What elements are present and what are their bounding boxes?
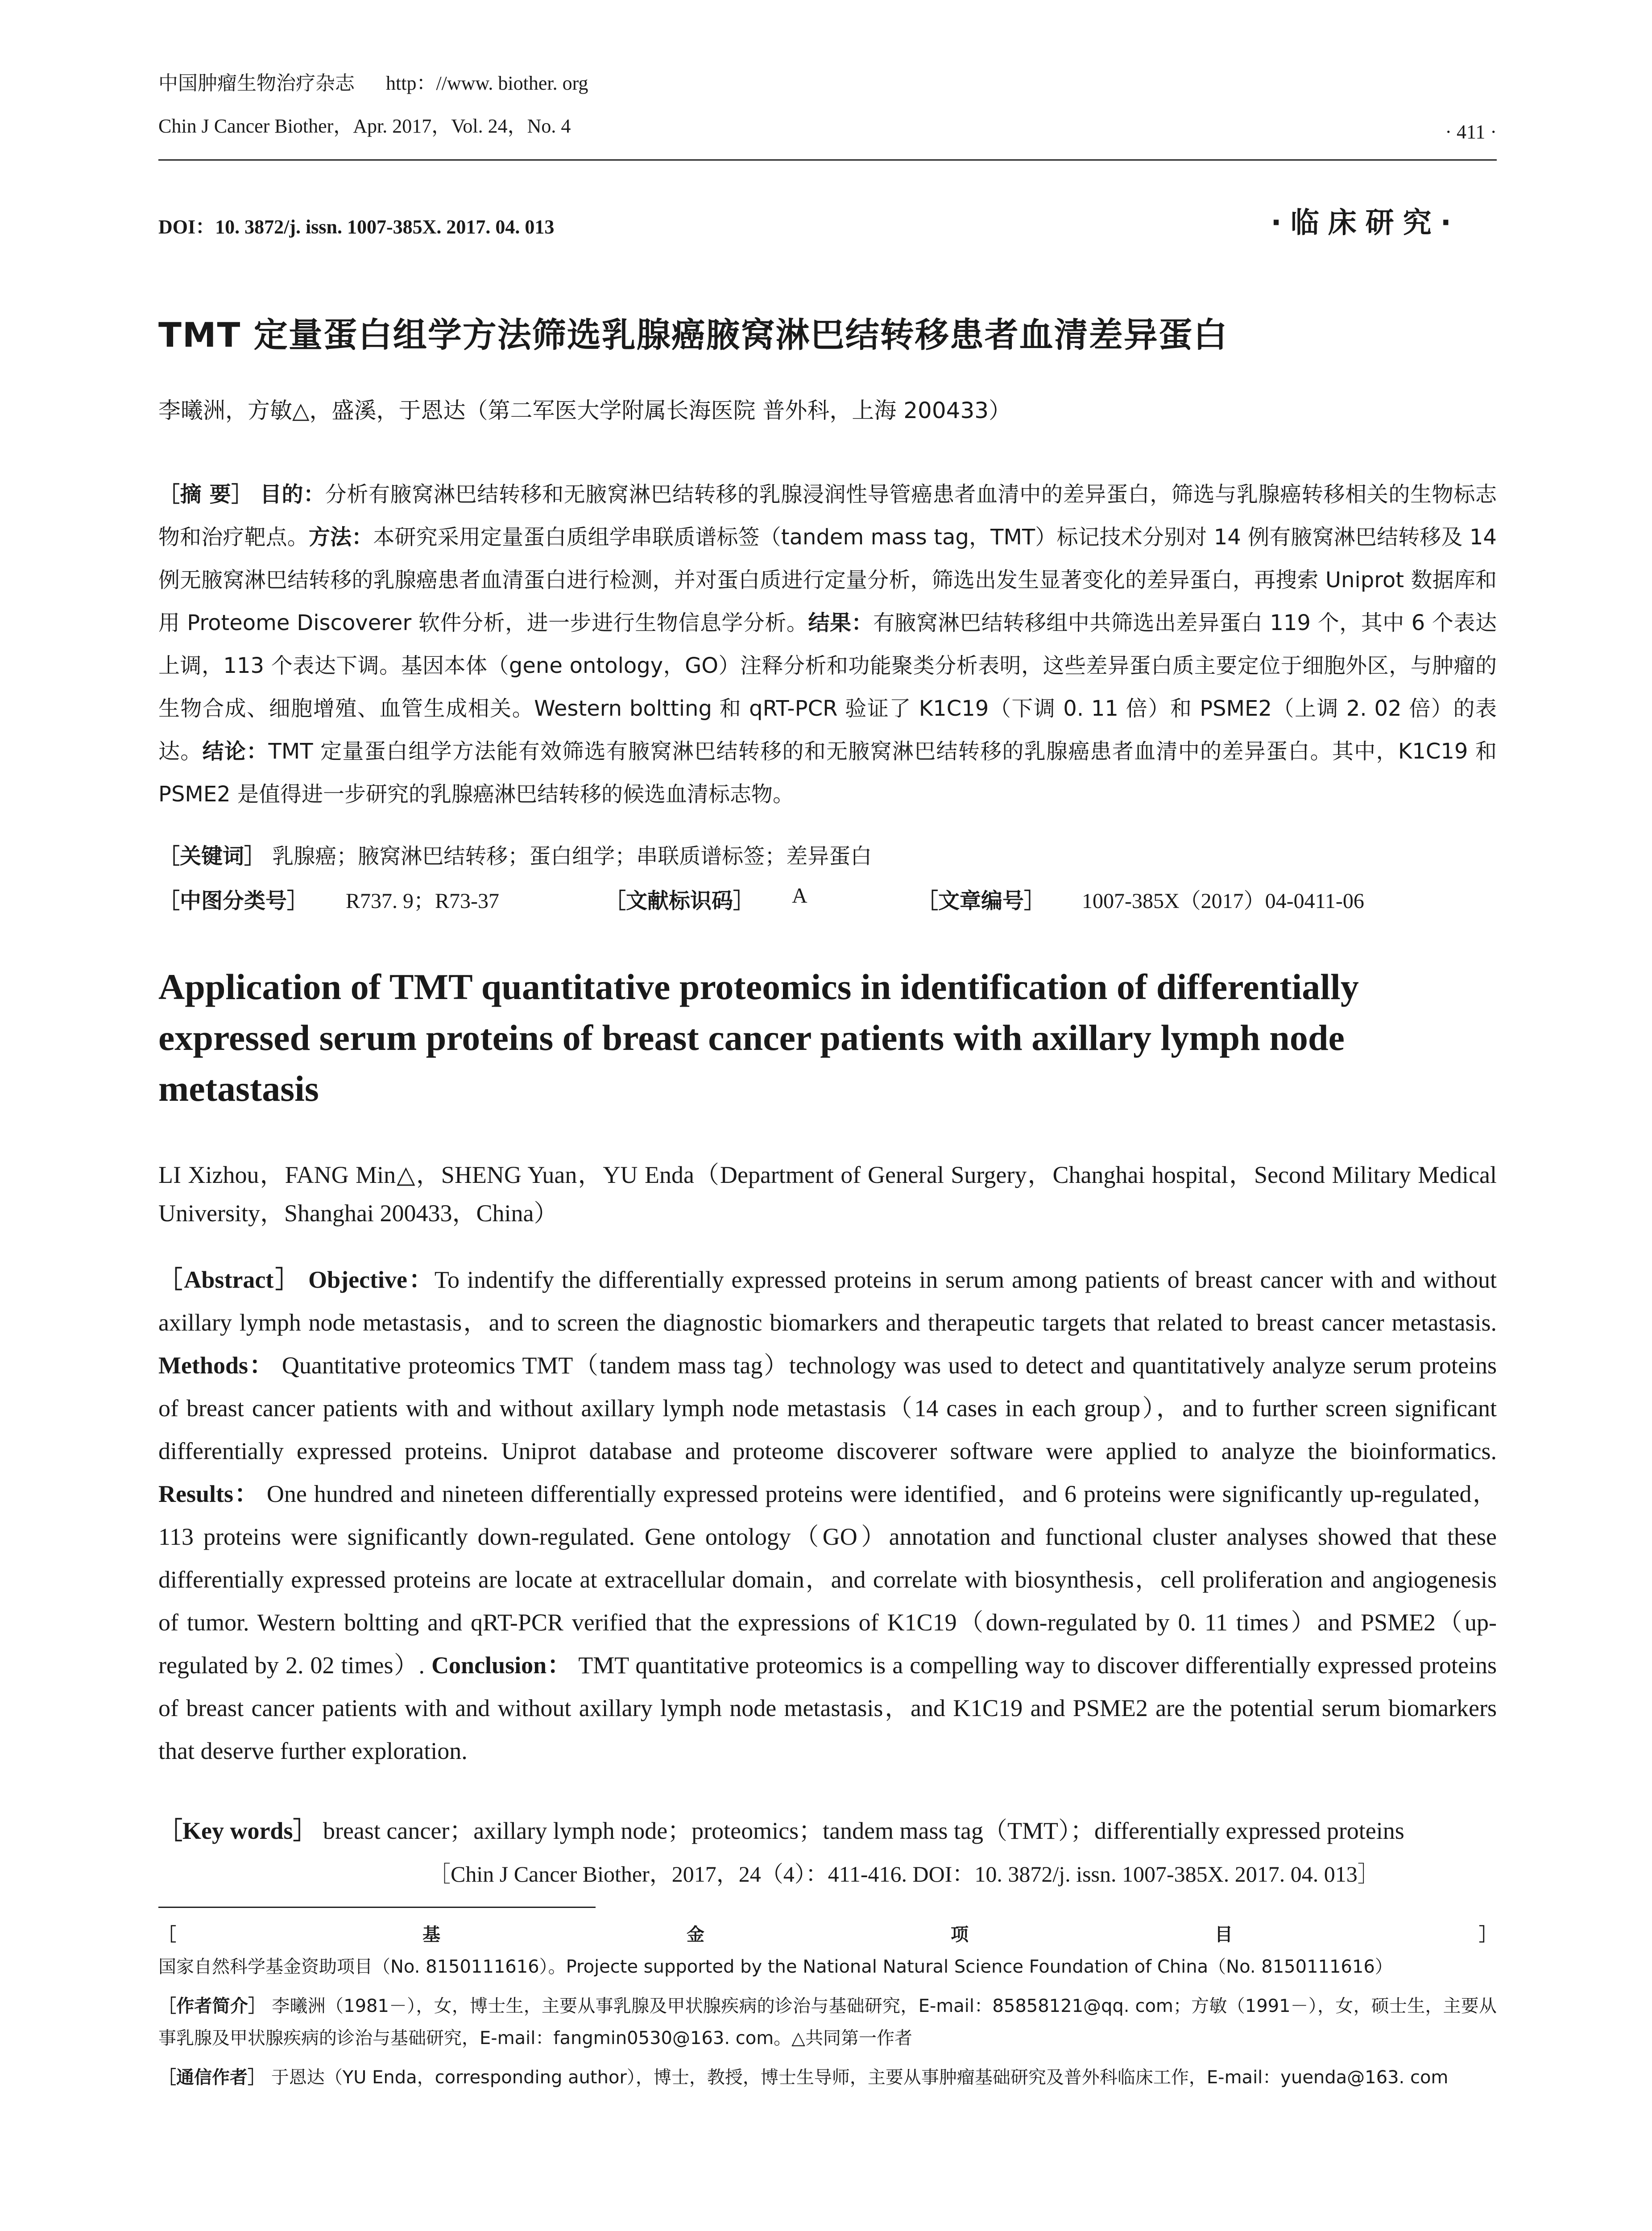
- doi: DOI：10. 3872/j. issn. 1007-385X. 2017. 04. 013: [158, 216, 555, 238]
- objective-cn-label: 目的：: [260, 482, 325, 507]
- footnote-fund: [158, 1919, 1497, 1983]
- page-number: · 411 ·: [1445, 121, 1497, 143]
- authors-en: LI Xizhou，FANG Min△，SHENG Yuan，YU Enda（Department of General Surgery，Changhai hospital，Second Military Medical University，Shanghai 200433，China）: [158, 1161, 1497, 1227]
- journal-header-cn: [158, 67, 588, 95]
- results-cn-label: 结果：: [808, 610, 874, 635]
- conclusion-en-text: TMT quantitative proteomics is a compelling way to discover differentially expressed proteins of breast cancer patients with and without axillary lymph node metastasis，and K1C19 and PSME2 are the potential serum biomarkers that deserve further exploration.: [158, 1652, 1497, 1764]
- article-no-label: ［文章编号］: [917, 888, 1046, 913]
- doc-code-value: A: [792, 884, 807, 908]
- citation: ［Chin J Cancer Biother，2017，24（4）：411-416. DOI：10. 3872/j. issn. 1007-385X. 2017. 04. 013］: [428, 1862, 1380, 1887]
- methods-cn-label: 方法：: [308, 525, 373, 550]
- conclusion-cn-label: 结论：: [202, 739, 269, 764]
- keywords-en-label: ［Key words］: [158, 1817, 317, 1844]
- keywords-en-text: breast cancer；axillary lymph node；proteomics；tandem mass tag（TMT）；differentially expressed proteins: [323, 1817, 1404, 1844]
- journal-name-cn: 中国肿瘤生物治疗杂志: [158, 72, 355, 95]
- methods-cn-text: 本研究采用定量蛋白质组学串联质谱标签（tandem mass tag，TMT）标记技术分别对 14 例有腋窝淋巴结转移及 14 例无腋窝淋巴结转移的乳腺癌患者血清蛋白进行检测，并对蛋白质进行定量分析，筛选出发生显著变化的差异蛋白，再搜索 Uniprot 数据库和用 Proteome Discoverer 软件分析，进一步进行生物信息学分析。: [158, 525, 1497, 635]
- conclusion-en-label: Conclusion：: [431, 1652, 572, 1679]
- results-en-label: Results：: [158, 1480, 260, 1507]
- conclusion-cn-text: TMT 定量蛋白组学方法能有效筛选有腋窝淋巴结转移的和无腋窝淋巴结转移的乳腺癌患者血清中的差异蛋白。其中，K1C19 和 PSME2 是值得进一步研究的乳腺癌淋巴结转移的候选血清标志物。: [158, 739, 1497, 807]
- footnote-divider: [158, 1907, 596, 1908]
- keywords-cn: [158, 839, 1497, 870]
- journal-header-en: Chin J Cancer Biother，Apr. 2017，Vol. 24，No. 4: [158, 115, 571, 137]
- authors-cn: 李曦洲，方敏△，盛溪，于恩达（第二军医大学附属长海医院 普外科，上海 200433）: [158, 398, 1011, 423]
- header-divider: [158, 159, 1497, 161]
- title-en: Application of TMT quantitative proteomics in identification of differentially expressed serum proteins of breast cancer patients with axillary lymph node metastasis: [158, 966, 1359, 1109]
- methods-en-label: Methods：: [158, 1352, 275, 1379]
- fund-label: ［基金项目］: [158, 1924, 1497, 1945]
- keywords-cn-text: 乳腺癌；腋窝淋巴结转移；蛋白组学；串联质谱标签；差异蛋白: [272, 844, 872, 869]
- methods-en-text: Quantitative proteomics TMT（tandem mass tag）technology was used to detect and quantitatively analyze serum proteins of breast cancer patients with and without axillary lymph node metastasis（14 cases in each group），and to further screen significant differentially expressed proteins. Uniprot database and proteome discoverer software were applied to analyze the bioinformatics.: [158, 1352, 1497, 1464]
- results-cn-text: 有腋窝淋巴结转移组中共筛选出差异蛋白 119 个，其中 6 个表达上调，113 个表达下调。基因本体（gene ontology，GO）注释分析和功能聚类分析表明，这些差异蛋白质主要定位于细胞外区，与肿瘤的生物合成、细胞增殖、血管生成相关。Western boltting 和 qRT-PCR 验证了 K1C19（下调 0. 11 倍）和 PSME2（上调 2. 02 倍）的表达。: [158, 610, 1497, 764]
- section-label: ·临床研究·: [1271, 207, 1460, 240]
- corresponding-label: ［通信作者］: [158, 2067, 265, 2088]
- doc-code-label: ［文献标识码］: [604, 888, 755, 913]
- keywords-en: [158, 1812, 1497, 1846]
- footnote-author: [158, 1990, 1497, 2054]
- clc-label: ［中图分类号］: [158, 888, 309, 913]
- abstract-cn-label: ［摘 要］: [158, 482, 253, 507]
- author-info-label: ［作者简介］: [158, 1996, 266, 2016]
- results-en-text: One hundred and nineteen differentially expressed proteins were identified，and 6 proteins were significantly up-regulated，113 proteins were significantly down-regulated. Gene ontology（GO）annotation and functional cluster analyses showed that these differentially expressed proteins are locate at extracellular domain，and correlate with biosynthesis，cell proliferation and angiogenesis of tumor. Western boltting and qRT-PCR verified that the expressions of K1C19（down-regulated by 0. 11 times）and PSME2（up-regulated by 2. 02 times）.: [158, 1480, 1497, 1679]
- journal-url: http：//www. biother. org: [386, 72, 588, 94]
- keywords-cn-label: ［关键词］: [158, 844, 266, 869]
- title-cn: TMT 定量蛋白组学方法筛选乳腺癌腋窝淋巴结转移患者血清差异蛋白: [158, 315, 1228, 355]
- fund-text: 国家自然科学基金资助项目（No. 8150111616）。Projecte supported by the National Natural Science Foundation of China（No. 8150111616）: [158, 1957, 1393, 1977]
- objective-en-label: Objective：: [308, 1266, 435, 1293]
- clc-value: R737. 9；R73-37: [346, 889, 500, 913]
- abstract-en-label: ［Abstract］: [158, 1266, 301, 1293]
- author-info-text: 李曦洲（1981－），女，博士生，主要从事乳腺及甲状腺疾病的诊治与基础研究，E-mail：85858121@qq. com；方敏（1991－），女，硕士生，主要从事乳腺及甲状腺疾病的诊治与基础研究，E-mail：fangmin0530@163. com。△共同第一作者: [158, 1996, 1497, 2049]
- article-no-value: 1007-385X（2017）04-0411-06: [1082, 889, 1364, 913]
- corresponding-text: 于恩达（YU Enda，corresponding author），博士，教授，博士生导师，主要从事肿瘤基础研究及普外科临床工作，E-mail：yuenda@163. com: [271, 2067, 1449, 2088]
- footnote-correspondence: [158, 2061, 1497, 2094]
- objective-cn-text: 分析有腋窝淋巴结转移和无腋窝淋巴结转移的乳腺浸润性导管癌患者血清中的差异蛋白，筛选与乳腺癌转移相关的生物标志物和治疗靶点。: [158, 482, 1497, 550]
- abstract-cn: [158, 473, 1497, 816]
- objective-en-text: To indentify the differentially expressed proteins in serum among patients of breast cancer with and without axillary lymph node metastasis，and to screen the diagnostic biomarkers and therapeutic targets that related to breast cancer metastasis.: [158, 1266, 1497, 1336]
- abstract-en: [158, 1258, 1497, 1772]
